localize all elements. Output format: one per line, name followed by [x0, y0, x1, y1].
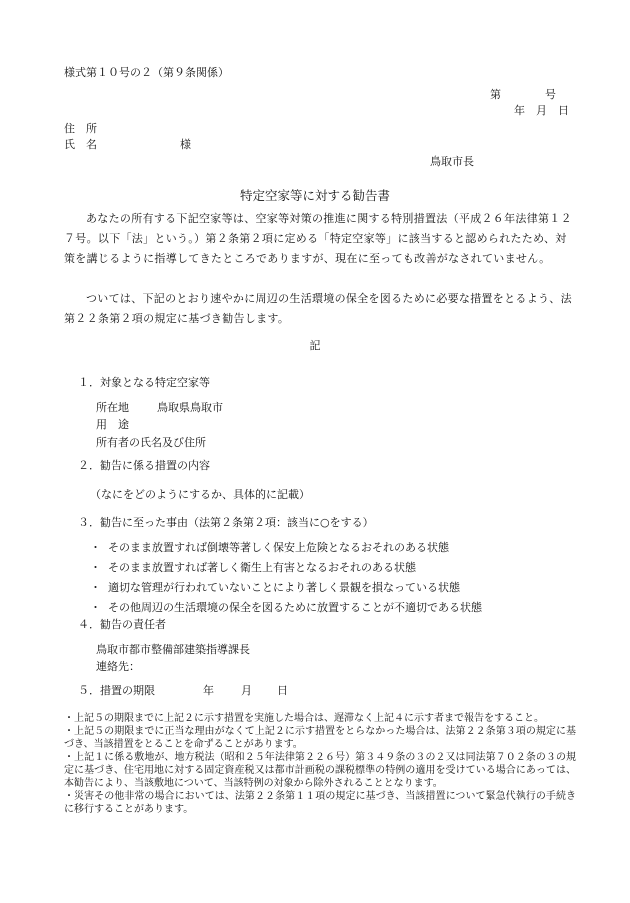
item-4-heading: ４．勧告の責任者 [78, 618, 166, 631]
item-2-detail: （なにをどのようにするか、具体的に記載） [90, 488, 310, 501]
use-label: 用 途 [96, 418, 129, 431]
reason-item [90, 558, 482, 578]
item-1-heading: １．対象となる特定空家等 [78, 376, 210, 389]
ki-heading: 記 [309, 339, 321, 352]
reason-text: 適切な管理が行われていないことにより著しく景観を損なっている状態 [108, 581, 460, 594]
body-paragraph-1: あなたの所有する下記空家等は、空家等対策の推進に関する特別措置法（平成２６年法律第１２７号。以下「法」という。）第２条第２項に定める「特定空家等」に該当すると認められたため、対策を講じるように指導してきたところでありますが、現在に至っても改善がなされていません。 [64, 212, 572, 265]
issue-date-label: 年 月 日 [514, 104, 569, 117]
reason-text: その他周辺の生活環境の保全を図るために放置することが不適切である状態 [108, 601, 482, 614]
contact-label: 連絡先： [96, 660, 140, 673]
honorific: 様 [180, 138, 191, 151]
address-label: 住 所 [64, 122, 97, 135]
deadline-month: 月 [241, 684, 252, 697]
document-title: 特定空家等に対する勧告書 [239, 188, 390, 203]
notes-section [64, 712, 576, 816]
deadline-year: 年 [203, 684, 214, 697]
reason-text: そのまま放置すれば倒壊等著しく保安上危険となるおそれのある状態 [108, 541, 449, 554]
form-number: 様式第１０号の２（第９条関係） [64, 66, 229, 79]
reason-text: そのまま放置すれば著しく衛生上有害となるおそれのある状態 [108, 561, 416, 574]
item-3-heading: ３．勧告に至った事由（法第２条第２項：該当に○をする） [78, 516, 374, 529]
item-5-heading: ５．措置の期限 [78, 684, 155, 697]
bullet-mark: ・ [90, 581, 101, 594]
location-label: 所在地 [96, 401, 129, 414]
issuer: 鳥取市長 [430, 155, 474, 168]
note-item: ・上記５の期限までに正当な理由がなくて上記２に示す措置をとらなかった場合は、法第２２条第３項の規定に基づき、当該措置をとることを命ずることがあります。 [64, 726, 576, 750]
deadline-day: 日 [277, 684, 288, 697]
note-item: ・上記１に係る敷地が、地方税法（昭和２５年法律第２２６号）第３４９条の３の２又は同法第７０２条の３の規定に基づき、住宅用地に対する固定資産税又は都市計画税の課税標準の特例の適用を受けている場合にあっては、本勧告により、当該敷地について、当該特例の対象から除外されることとなります。 [64, 752, 576, 789]
reason-item [90, 538, 482, 558]
note-item: ・災害その他非常の場合においては、法第２２条第１１項の規定に基づき、当該措置について緊急代執行の手続きに移行することがあります。 [64, 791, 576, 815]
location-value: 鳥取県鳥取市 [157, 401, 223, 414]
reason-list [90, 538, 482, 618]
name-label: 氏 名 [64, 138, 97, 151]
body-paragraph-2: ついては、下記のとおり速やかに周辺の生活環境の保全を図るために必要な措置をとるよう、法第２２条第２項の規定に基づき勧告します。 [64, 292, 572, 325]
note-item: ・上記５の期限までに上記２に示す措置を実施した場合は、遅滞なく上記４に示す者まで報告をすること。 [64, 713, 544, 724]
responsible-person: 鳥取市都市整備部建築指導課長 [96, 643, 250, 656]
reason-item [90, 598, 482, 618]
owner-label: 所有者の氏名及び住所 [96, 436, 206, 449]
reason-item [90, 578, 482, 598]
bullet-mark: ・ [90, 601, 101, 614]
bullet-mark: ・ [90, 561, 101, 574]
item-2-heading: ２．勧告に係る措置の内容 [78, 459, 210, 472]
bullet-mark: ・ [90, 541, 101, 554]
document-number-label: 第 号 [490, 88, 556, 101]
